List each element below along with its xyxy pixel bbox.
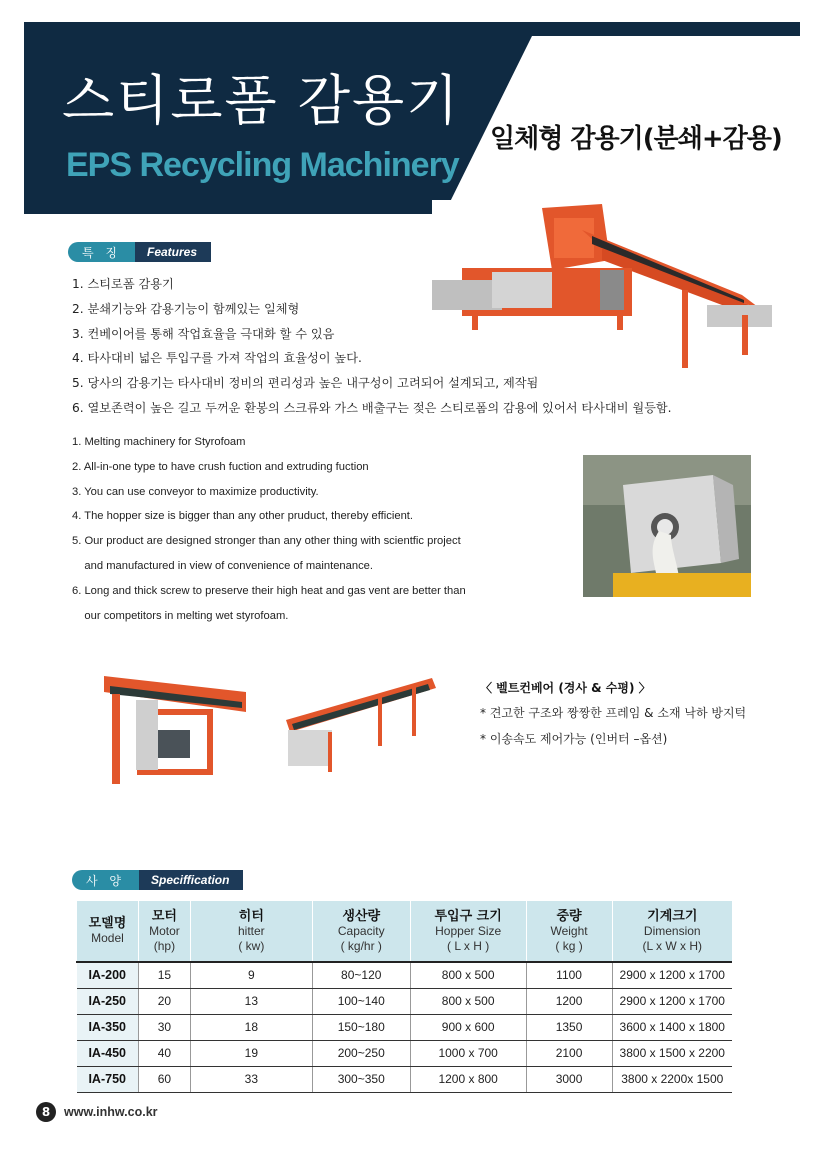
cell: 15 [138, 962, 190, 988]
table-row [77, 962, 733, 988]
col-header-en: Capacity [337, 923, 385, 938]
cell: 3800 x 1500 x 2200 [612, 1040, 732, 1066]
cell: 30 [138, 1014, 190, 1040]
feature-item: and manufactured in view of convenience of maintenance. [72, 559, 374, 572]
cell-model: IA-200 [77, 962, 139, 988]
col-header-en: hitter [238, 923, 265, 938]
cell: 300~350 [312, 1066, 410, 1092]
col-header-ko: 모델명 [88, 916, 127, 931]
cell: 9 [190, 962, 312, 988]
col-header-dimension [612, 901, 732, 962]
feature-item: 1. 스티로폼 감용기 [72, 277, 174, 291]
cell-model: IA-450 [77, 1040, 139, 1066]
col-header-unit: ( kg/hr ) [340, 938, 382, 953]
features-tab-ko: 특 징 [68, 242, 135, 262]
col-header-model [77, 901, 139, 962]
col-header-capacity [312, 901, 410, 962]
page-footer [36, 1102, 158, 1122]
cell: 800 x 500 [410, 962, 526, 988]
col-header-ko: 투입구 크기 [434, 908, 502, 924]
col-header-unit: (L x W x H) [642, 938, 703, 953]
cell: 33 [190, 1066, 312, 1092]
features-tab-en: Features [135, 242, 211, 262]
feature-item: 5. 당사의 감용기는 타사대비 정비의 편리성과 높은 내구성이 고려되어 설계되고, 제작됨 [72, 376, 539, 391]
spec-tab-ko: 사 양 [72, 870, 139, 890]
col-header-ko: 히터 [238, 908, 264, 924]
conveyor-note: * 이송속도 제어가능 (인버터 –옵션) [480, 732, 668, 746]
table-row [77, 988, 733, 1014]
table-row [77, 1014, 733, 1040]
page-title-korean: 스티로폼 감용기 [62, 69, 461, 132]
cell: 60 [138, 1066, 190, 1092]
cell: 80~120 [312, 962, 410, 988]
conveyor-description [480, 676, 780, 752]
extruder-photo [583, 455, 751, 597]
cell: 19 [190, 1040, 312, 1066]
col-header-ko: 생산량 [342, 908, 381, 924]
feature-item: 6. 열보존력이 높은 길고 두꺼운 환봉의 스크류와 가스 배출구는 젖은 스티로폼의 감용에 있어서 타사대비 월등함. [72, 400, 672, 415]
spec-table [76, 901, 732, 1093]
conveyor-incline-photo [100, 672, 250, 792]
cell: 1100 [526, 962, 612, 988]
website-link[interactable]: www.inhw.co.kr [64, 1105, 158, 1119]
conveyor-flat-photo [282, 674, 438, 776]
col-header-unit: ( kw) [238, 938, 265, 953]
features-list-english [72, 430, 572, 628]
col-header-en: Hopper Size [435, 923, 502, 938]
cell: 18 [190, 1014, 312, 1040]
cell-model: IA-350 [77, 1014, 139, 1040]
col-header-ko: 기계크기 [647, 908, 698, 924]
cell: 40 [138, 1040, 190, 1066]
col-header-weight [526, 901, 612, 962]
page-number: 8 [36, 1102, 56, 1122]
col-header-ko: 모터 [151, 908, 177, 924]
cell: 20 [138, 988, 190, 1014]
col-header-hopper [410, 901, 526, 962]
feature-item: 4. 타사대비 넓은 투입구를 가져 작업의 효율성이 높다. [72, 351, 362, 366]
spec-tab-en: Speciffication [139, 870, 243, 890]
col-header-unit: (hp) [153, 938, 176, 953]
col-header-en: Dimension [643, 923, 701, 938]
feature-item: 3. 컨베이어를 통해 작업효율을 극대화 할 수 있음 [72, 326, 335, 341]
product-subtitle: 일체형 감용기(분쇄+감용) [490, 124, 782, 154]
spec-header-row [77, 901, 733, 962]
col-header-en: Model [91, 931, 124, 945]
cell: 1200 x 800 [410, 1066, 526, 1092]
col-header-motor [138, 901, 190, 962]
spec-tab [72, 870, 243, 890]
table-row [77, 1066, 733, 1092]
col-header-unit: ( L x H ) [447, 938, 490, 953]
cell: 2900 x 1200 x 1700 [612, 988, 732, 1014]
cell: 3600 x 1400 x 1800 [612, 1014, 732, 1040]
feature-item: 4. The hopper size is bigger than any other pruduct, thereby efficient. [72, 510, 414, 523]
conveyor-note: * 견고한 구조와 짱짱한 프레임 & 소재 낙하 방지턱 [480, 706, 747, 720]
cell-model: IA-250 [77, 988, 139, 1014]
feature-item: 2. All-in-one type to have crush fuction and extruding fuction [72, 460, 369, 473]
cell: 1000 x 700 [410, 1040, 526, 1066]
cell: 1350 [526, 1014, 612, 1040]
col-header-heater [190, 901, 312, 962]
cell: 2100 [526, 1040, 612, 1066]
cell: 800 x 500 [410, 988, 526, 1014]
feature-item: 3. You can use conveyor to maximize productivity. [72, 485, 319, 498]
cell: 150~180 [312, 1014, 410, 1040]
cell: 2900 x 1200 x 1700 [612, 962, 732, 988]
machine-photo [432, 200, 777, 375]
cell: 200~250 [312, 1040, 410, 1066]
col-header-ko: 중량 [556, 908, 582, 924]
page-title-english: EPS Recycling Machinery [66, 146, 459, 184]
feature-item: 2. 분쇄기능와 감용기능이 함께있는 일체형 [72, 301, 300, 316]
feature-item: our competitors in melting wet styrofoam. [72, 609, 289, 622]
cell: 3000 [526, 1066, 612, 1092]
cell: 900 x 600 [410, 1014, 526, 1040]
cell: 3800 x 2200x 1500 [612, 1066, 732, 1092]
cell-model: IA-750 [77, 1066, 139, 1092]
cell: 100~140 [312, 988, 410, 1014]
features-tab [68, 242, 211, 262]
col-header-en: Motor [149, 923, 180, 938]
col-header-unit: ( kg ) [555, 938, 583, 953]
cell: 1200 [526, 988, 612, 1014]
cell: 13 [190, 988, 312, 1014]
feature-item: 5. Our product are designed stronger than any other thing with scientfic project [72, 535, 461, 548]
feature-item: 6. Long and thick screw to preserve their high heat and gas vent are better than [72, 584, 466, 597]
feature-item: 1. Melting machinery for Styrofoam [72, 436, 246, 448]
table-row [77, 1040, 733, 1066]
conveyor-heading: 〈 벨트컨베어 (경사 & 수평) 〉 [480, 681, 651, 695]
col-header-en: Weight [550, 923, 588, 938]
